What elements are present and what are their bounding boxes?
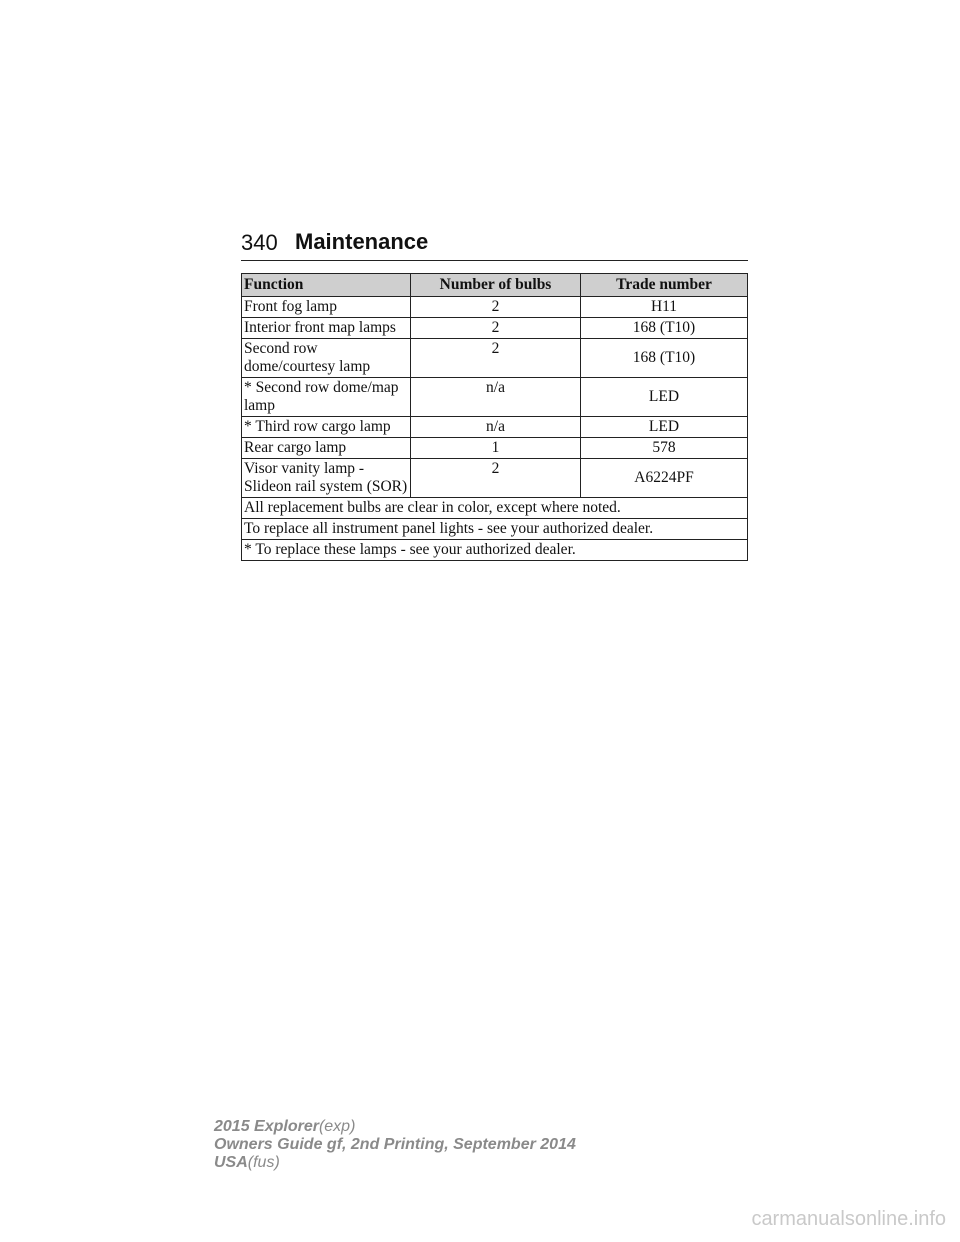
function-cell: Visor vanity lamp - Slideon rail system (SOR) <box>242 459 411 498</box>
table-row <box>242 378 748 417</box>
footer-model-code: (exp) <box>318 1118 356 1135</box>
count-cell: 2 <box>411 459 581 498</box>
footer-line-guide <box>214 1136 576 1154</box>
note-row <box>242 519 748 540</box>
page-number: 340 <box>241 230 278 255</box>
note-row <box>242 540 748 561</box>
function-cell: Interior front map lamps <box>242 318 411 339</box>
function-cell: * Third row cargo lamp <box>242 417 411 438</box>
document-footer <box>214 1118 576 1172</box>
table-header-row <box>242 274 748 297</box>
count-cell: n/a <box>411 417 581 438</box>
function-cell: * Second row dome/map lamp <box>242 378 411 417</box>
header-number-of-bulbs: Number of bulbs <box>411 274 581 297</box>
trade-cell: LED <box>581 378 748 417</box>
count-cell: 2 <box>411 339 581 378</box>
table-row <box>242 339 748 378</box>
trade-cell: 578 <box>581 438 748 459</box>
trade-cell: H11 <box>581 297 748 318</box>
function-cell: Second row dome/courtesy lamp <box>242 339 411 378</box>
function-cell: Front fog lamp <box>242 297 411 318</box>
section-title: Maintenance <box>295 229 429 254</box>
footer-guide: Owners Guide gf, 2nd Printing, September 2014 <box>214 1136 576 1153</box>
header-trade-number: Trade number <box>581 274 748 297</box>
note-cell: All replacement bulbs are clear in color, except where noted. <box>242 498 748 519</box>
table-row <box>242 297 748 318</box>
table-row <box>242 438 748 459</box>
function-cell: Rear cargo lamp <box>242 438 411 459</box>
footer-model: 2015 Explorer <box>214 1118 319 1135</box>
page-header <box>241 228 748 261</box>
footer-line-model <box>214 1118 576 1136</box>
table-row <box>242 459 748 498</box>
trade-cell: 168 (T10) <box>581 318 748 339</box>
note-row <box>242 498 748 519</box>
count-cell: 2 <box>411 297 581 318</box>
note-cell: * To replace these lamps - see your authorized dealer. <box>242 540 748 561</box>
note-cell: To replace all instrument panel lights - see your authorized dealer. <box>242 519 748 540</box>
table-row <box>242 417 748 438</box>
header-function: Function <box>242 274 411 297</box>
trade-cell: 168 (T10) <box>581 339 748 378</box>
trade-cell: A6224PF <box>581 459 748 498</box>
count-cell: n/a <box>411 378 581 417</box>
bulb-table <box>241 273 748 561</box>
trade-cell: LED <box>581 417 748 438</box>
table-row <box>242 318 748 339</box>
footer-line-region <box>214 1154 576 1172</box>
watermark: carmanualsonline.info <box>751 1208 946 1230</box>
footer-region-code: (fus) <box>247 1154 280 1171</box>
count-cell: 1 <box>411 438 581 459</box>
count-cell: 2 <box>411 318 581 339</box>
footer-region: USA <box>214 1154 248 1171</box>
